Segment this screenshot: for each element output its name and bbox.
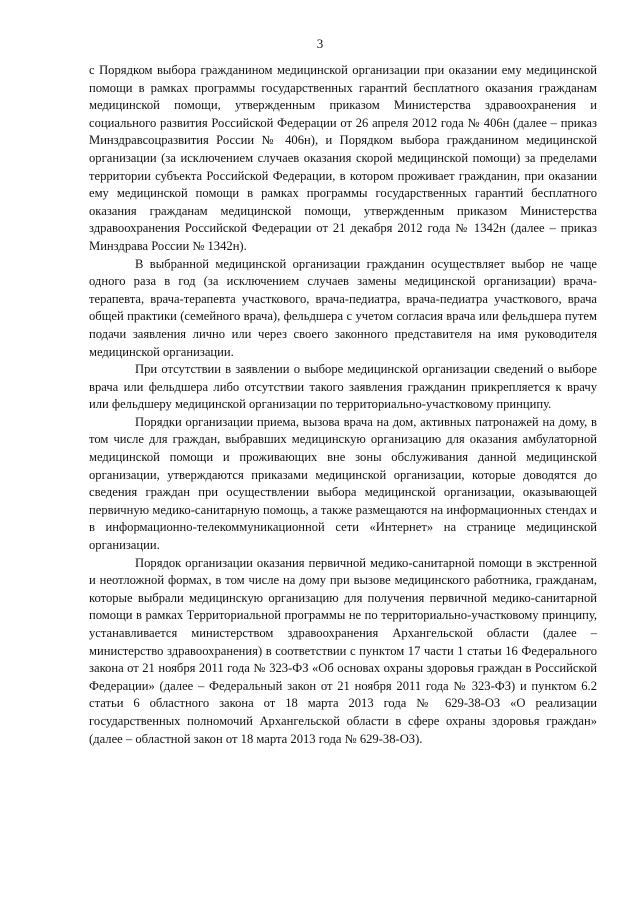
paragraph-3: При отсутствии в заявлении о выборе медицинской организации сведений о выборе врача или фельдшера либо отсутствии такого заявления гражданин прикрепляется к врачу или фельдшеру медицинской организации по территориально-участковому принципу.	[89, 362, 597, 412]
paragraph-4: Порядки организации приема, вызова врача на дом, активных патронажей на дому, в том числе для граждан, выбравших медицинскую организацию для оказания амбулаторной медицинской помощи и проживающих вне зоны обслуживания данной медицинской организации, утверждаются приказами медицинской организации, которые доводятся до сведения граждан при осуществлении выбора медицинской организации, оказывающей первичную медико-санитарную помощь, а также размещаются на информационных стендах и в информационно-телекоммуникационной сети «Интернет» на странице медицинской организации.	[89, 414, 597, 553]
paragraph-5: Порядок организации оказания первичной медико-санитарной помощи в экстренной и неотложной формах, в том числе на дому при вызове медицинского работника, гражданам, которые выбрали медицинскую организацию для получения первичной медико-санитарной помощи в рамках Территориальной программы не по территориально-участковому принципу, устанавливается министерством здравоохранения Архангельской области (далее – министерство здравоохранения) в соответствии с пунктом 17 части 1 статьи 16 Федерального закона от 21 ноября 2011 года № 323-ФЗ «Об основах охраны здоровья граждан в Российской Федерации» (далее – Федеральный закон от 21 ноября 2011 года № 323-ФЗ) и пунктом 6.2 статьи 6 областного закона от 18 марта 2013 года № 629-38-ОЗ «О реализации государственных полномочий Архангельской области в сфере охраны здоровья граждан» (далее – областной закон от 18 марта 2013 года № 629-38-ОЗ).	[89, 555, 597, 746]
paragraph-2: В выбранной медицинской организации гражданин осуществляет выбор не чаще одного раза в год (за исключением случаев замены медицинской организации) врача-терапевта, врача-терапевта участкового, врача-педиатра, врача-педиатра участкового, врача общей практики (семейного врача), фельдшера с учетом согласия врача или фельдшера путем подачи заявления лично или через своего законного представителя на имя руководителя медицинской организации.	[89, 256, 597, 359]
document-body	[89, 62, 597, 748]
paragraph-1: с Порядком выбора гражданином медицинской организации при оказании ему медицинской помощи в рамках программы государственных гарантий бесплатного оказания гражданам медицинской помощи, утвержденным приказом Министерства здравоохранения и социального развития Российской Федерации от 26 апреля 2012 года № 406н (далее – приказ Минздравсоцразвития России № 406н), и Порядком выбора гражданином медицинской организации (за исключением случаев оказания скорой медицинской помощи) за пределами территории субъекта Российской Федерации, в котором проживает гражданин, при оказании ему медицинской помощи в рамках программы государственных гарантий бесплатного оказания гражданам медицинской помощи, утвержденным приказом Министерства здравоохранения Российской Федерации от 21 декабря 2012 года № 1342н (далее – приказ Минздрава России № 1342н).	[89, 63, 597, 253]
page-number: 3	[316, 36, 324, 51]
